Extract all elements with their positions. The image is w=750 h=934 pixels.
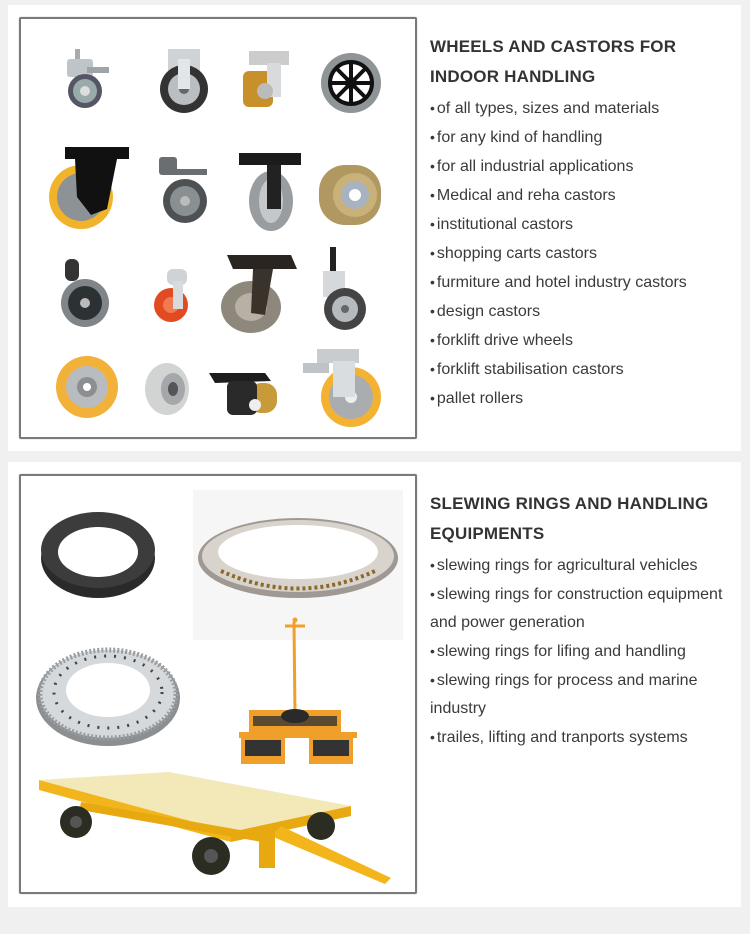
heading-line: SLEWING RINGS AND HANDLING xyxy=(430,494,709,513)
list-item: • forklift drive wheels xyxy=(430,332,573,349)
bullet-icon: • xyxy=(430,332,435,348)
bullet-icon: • xyxy=(430,245,435,261)
section-wheels-castors xyxy=(8,5,741,451)
grey-wheel-icon xyxy=(321,53,381,113)
list-item: • Medical and reha castors xyxy=(430,187,616,204)
bullet-icon: • xyxy=(430,390,435,406)
crossed-roller-ring-icon xyxy=(198,518,398,598)
yellow-flatbed-trailer-icon xyxy=(39,772,391,884)
bullet-icon: • xyxy=(430,129,435,145)
castors-product-grid-image xyxy=(21,19,415,437)
slewing-rings-text xyxy=(430,489,730,752)
grey-design-castor-stem-icon xyxy=(61,259,109,327)
bullet-icon: • xyxy=(430,643,435,659)
bullet-icon: • xyxy=(430,672,435,688)
geared-slewing-ring-icon xyxy=(36,650,180,746)
heavy-duty-fixed-castor-icon xyxy=(221,255,297,333)
stem-castor-icon xyxy=(323,247,366,330)
heading-line: WHEELS AND CASTORS FOR xyxy=(430,37,677,56)
list-item: • shopping carts castors xyxy=(430,245,597,262)
black-slewing-ring-icon xyxy=(41,512,155,598)
feature-list xyxy=(430,94,730,413)
slewing-image-frame xyxy=(19,474,417,894)
bullet-icon: • xyxy=(430,274,435,290)
list-item: • institutional castors xyxy=(430,216,573,233)
swivel-castor-pu-icon xyxy=(243,51,289,107)
list-item: • design castors xyxy=(430,303,541,320)
bullet-icon: • xyxy=(430,303,435,319)
swivel-castor-yellow-brake-icon xyxy=(303,349,381,427)
bullet-icon: • xyxy=(430,216,435,232)
heading-line: INDOOR HANDLING xyxy=(430,67,596,86)
castors-image-frame xyxy=(19,17,417,439)
bullet-icon: • xyxy=(430,729,435,745)
polyurethane-roller-icon xyxy=(319,165,381,225)
list-item: • of all types, sizes and materials xyxy=(430,100,660,117)
bullet-icon: • xyxy=(430,158,435,174)
section-slewing-rings xyxy=(8,462,741,907)
design-castor-icon xyxy=(159,157,207,223)
grey-pallet-roller-icon xyxy=(145,363,189,415)
fixed-castor-icon xyxy=(160,49,208,113)
list-item: • slewing rings for construction equipment and power generation xyxy=(430,586,723,631)
list-item: • slewing rings for agricultural vehicles xyxy=(430,557,698,574)
list-item: • furmiture and hotel industry castors xyxy=(430,274,687,291)
list-item: • forklift stabilisation castors xyxy=(430,361,624,378)
swivel-castor-with-brake-icon xyxy=(67,49,109,108)
list-item: • slewing rings for lifing and handling xyxy=(430,643,686,660)
list-item: • for any kind of handling xyxy=(430,129,603,146)
bullet-icon: • xyxy=(430,361,435,377)
list-item: • for all industrial applications xyxy=(430,158,634,175)
low-profile-castor-icon xyxy=(209,373,277,415)
list-item: • slewing rings for process and marine industry xyxy=(430,672,698,717)
red-swivel-castor-icon xyxy=(154,269,188,322)
bullet-icon: • xyxy=(430,187,435,203)
heavy-duty-castor-icon xyxy=(49,147,129,229)
wheels-castors-text xyxy=(430,32,730,413)
bullet-icon: • xyxy=(430,100,435,116)
bullet-icon: • xyxy=(430,557,435,573)
list-item: • pallet rollers xyxy=(430,390,524,407)
bullet-icon: • xyxy=(430,586,435,602)
fixed-cast-iron-castor-icon xyxy=(239,153,301,231)
heading-line: EQUIPMENTS xyxy=(430,524,545,543)
slewing-rings-equipment-image xyxy=(21,476,415,892)
feature-list xyxy=(430,551,730,752)
list-item: • trailes, lifting and tranports systems xyxy=(430,729,688,746)
section-heading xyxy=(430,489,730,549)
forklift-drive-wheel-icon xyxy=(56,356,118,418)
section-heading xyxy=(430,32,730,92)
